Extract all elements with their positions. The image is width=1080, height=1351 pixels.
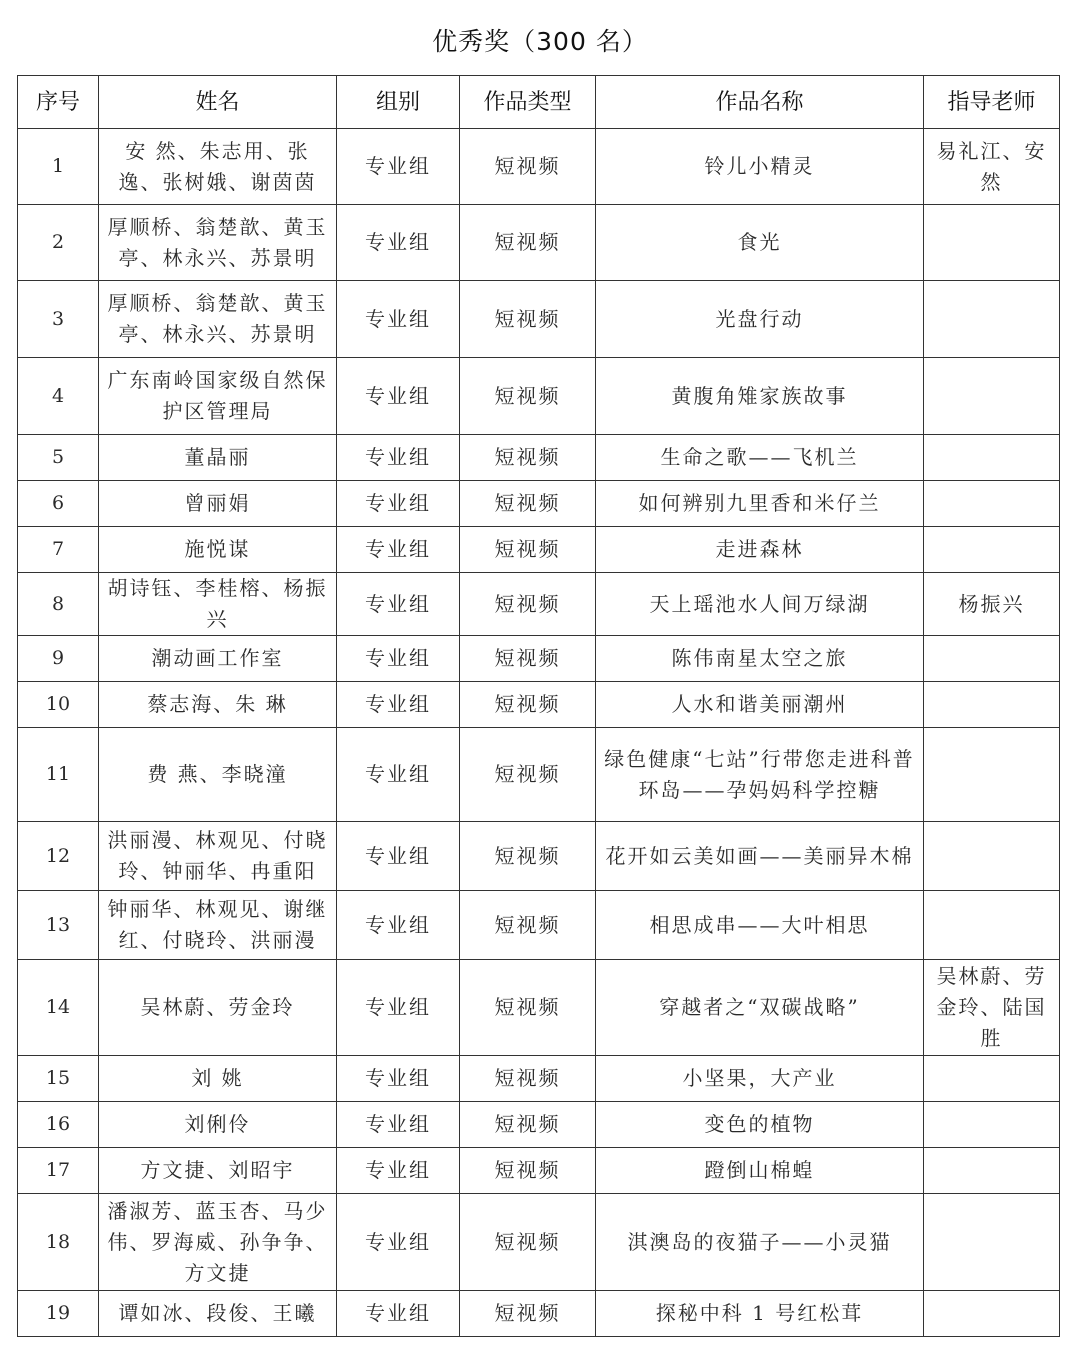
table-row bbox=[18, 281, 1060, 358]
cell-index: 15 bbox=[18, 1056, 99, 1102]
table-row bbox=[18, 891, 1060, 960]
cell-work: 生命之歌——飞机兰 bbox=[596, 435, 924, 481]
cell-group: 专业组 bbox=[337, 281, 460, 358]
cell-work: 食光 bbox=[596, 205, 924, 281]
cell-group: 专业组 bbox=[337, 728, 460, 822]
cell-type: 短视频 bbox=[460, 1056, 596, 1102]
cell-type: 短视频 bbox=[460, 682, 596, 728]
cell-name: 刘俐伶 bbox=[99, 1102, 337, 1148]
cell-teacher bbox=[924, 728, 1060, 822]
cell-teacher bbox=[924, 822, 1060, 891]
cell-teacher bbox=[924, 1291, 1060, 1337]
cell-name: 厚顺桥、翁楚歆、黄玉亭、林永兴、苏景明 bbox=[99, 281, 337, 358]
cell-name: 广东南岭国家级自然保护区管理局 bbox=[99, 358, 337, 435]
cell-name: 厚顺桥、翁楚歆、黄玉亭、林永兴、苏景明 bbox=[99, 205, 337, 281]
table-row bbox=[18, 1194, 1060, 1291]
cell-group: 专业组 bbox=[337, 1291, 460, 1337]
cell-index: 16 bbox=[18, 1102, 99, 1148]
cell-group: 专业组 bbox=[337, 205, 460, 281]
cell-group: 专业组 bbox=[337, 960, 460, 1056]
cell-group: 专业组 bbox=[337, 129, 460, 205]
header-work: 作品名称 bbox=[596, 76, 924, 129]
cell-group: 专业组 bbox=[337, 1148, 460, 1194]
table-row bbox=[18, 435, 1060, 481]
cell-name: 曾丽娟 bbox=[99, 481, 337, 527]
cell-name: 潮动画工作室 bbox=[99, 636, 337, 682]
cell-teacher bbox=[924, 1148, 1060, 1194]
cell-group: 专业组 bbox=[337, 481, 460, 527]
cell-type: 短视频 bbox=[460, 1102, 596, 1148]
cell-work: 绿色健康“七站”行带您走进科普环岛——孕妈妈科学控糖 bbox=[596, 728, 924, 822]
cell-type: 短视频 bbox=[460, 728, 596, 822]
table-row bbox=[18, 1056, 1060, 1102]
cell-work: 天上瑶池水人间万绿湖 bbox=[596, 573, 924, 636]
cell-work: 蹬倒山棉蝗 bbox=[596, 1148, 924, 1194]
cell-type: 短视频 bbox=[460, 129, 596, 205]
cell-type: 短视频 bbox=[460, 358, 596, 435]
cell-group: 专业组 bbox=[337, 573, 460, 636]
cell-group: 专业组 bbox=[337, 822, 460, 891]
table-row bbox=[18, 728, 1060, 822]
cell-name: 潘淑芳、蓝玉杏、马少伟、罗海威、孙争争、方文捷 bbox=[99, 1194, 337, 1291]
table-row bbox=[18, 1291, 1060, 1337]
awards-table bbox=[17, 75, 1060, 1337]
cell-name: 吴林蔚、劳金玲 bbox=[99, 960, 337, 1056]
cell-name: 施悦谋 bbox=[99, 527, 337, 573]
cell-index: 18 bbox=[18, 1194, 99, 1291]
cell-teacher bbox=[924, 1056, 1060, 1102]
cell-name: 胡诗钰、李桂榕、杨振兴 bbox=[99, 573, 337, 636]
cell-group: 专业组 bbox=[337, 891, 460, 960]
table-row bbox=[18, 682, 1060, 728]
cell-type: 短视频 bbox=[460, 281, 596, 358]
table-row bbox=[18, 1102, 1060, 1148]
table-row bbox=[18, 573, 1060, 636]
cell-teacher bbox=[924, 281, 1060, 358]
cell-type: 短视频 bbox=[460, 822, 596, 891]
header-type: 作品类型 bbox=[460, 76, 596, 129]
cell-type: 短视频 bbox=[460, 1291, 596, 1337]
cell-type: 短视频 bbox=[460, 481, 596, 527]
cell-index: 8 bbox=[18, 573, 99, 636]
cell-name: 刘 姚 bbox=[99, 1056, 337, 1102]
cell-index: 5 bbox=[18, 435, 99, 481]
cell-type: 短视频 bbox=[460, 960, 596, 1056]
cell-work: 小坚果，大产业 bbox=[596, 1056, 924, 1102]
cell-teacher bbox=[924, 527, 1060, 573]
table-row bbox=[18, 129, 1060, 205]
cell-work: 相思成串——大叶相思 bbox=[596, 891, 924, 960]
header-index: 序号 bbox=[18, 76, 99, 129]
table-row bbox=[18, 481, 1060, 527]
cell-index: 14 bbox=[18, 960, 99, 1056]
table-row bbox=[18, 636, 1060, 682]
cell-index: 11 bbox=[18, 728, 99, 822]
cell-teacher bbox=[924, 435, 1060, 481]
header-teacher: 指导老师 bbox=[924, 76, 1060, 129]
cell-type: 短视频 bbox=[460, 205, 596, 281]
cell-name: 洪丽漫、林观见、付晓玲、钟丽华、冉重阳 bbox=[99, 822, 337, 891]
cell-index: 2 bbox=[18, 205, 99, 281]
cell-index: 17 bbox=[18, 1148, 99, 1194]
cell-index: 13 bbox=[18, 891, 99, 960]
cell-work: 如何辨别九里香和米仔兰 bbox=[596, 481, 924, 527]
cell-teacher bbox=[924, 481, 1060, 527]
cell-teacher: 易礼江、安 然 bbox=[924, 129, 1060, 205]
cell-work: 花开如云美如画——美丽异木棉 bbox=[596, 822, 924, 891]
table-row bbox=[18, 822, 1060, 891]
cell-type: 短视频 bbox=[460, 1148, 596, 1194]
cell-type: 短视频 bbox=[460, 435, 596, 481]
table-row bbox=[18, 1148, 1060, 1194]
cell-index: 9 bbox=[18, 636, 99, 682]
cell-index: 19 bbox=[18, 1291, 99, 1337]
cell-type: 短视频 bbox=[460, 891, 596, 960]
table-row bbox=[18, 205, 1060, 281]
page-title: 优秀奖（300 名） bbox=[432, 27, 648, 56]
cell-name: 钟丽华、林观见、谢继红、付晓玲、洪丽漫 bbox=[99, 891, 337, 960]
cell-name: 费 燕、李晓潼 bbox=[99, 728, 337, 822]
cell-work: 走进森林 bbox=[596, 527, 924, 573]
cell-work: 人水和谐美丽潮州 bbox=[596, 682, 924, 728]
cell-teacher bbox=[924, 358, 1060, 435]
cell-index: 6 bbox=[18, 481, 99, 527]
cell-teacher bbox=[924, 636, 1060, 682]
cell-work: 淇澳岛的夜猫子——小灵猫 bbox=[596, 1194, 924, 1291]
cell-group: 专业组 bbox=[337, 358, 460, 435]
cell-name: 蔡志海、朱 琳 bbox=[99, 682, 337, 728]
cell-work: 穿越者之“双碳战略” bbox=[596, 960, 924, 1056]
cell-group: 专业组 bbox=[337, 636, 460, 682]
cell-teacher: 吴林蔚、劳金玲、陆国胜 bbox=[924, 960, 1060, 1056]
cell-name: 方文捷、刘昭宇 bbox=[99, 1148, 337, 1194]
cell-index: 4 bbox=[18, 358, 99, 435]
cell-work: 黄腹角雉家族故事 bbox=[596, 358, 924, 435]
cell-group: 专业组 bbox=[337, 682, 460, 728]
cell-group: 专业组 bbox=[337, 1194, 460, 1291]
cell-name: 谭如冰、段俊、王曦 bbox=[99, 1291, 337, 1337]
cell-work: 变色的植物 bbox=[596, 1102, 924, 1148]
cell-teacher bbox=[924, 205, 1060, 281]
cell-index: 7 bbox=[18, 527, 99, 573]
header-group: 组别 bbox=[337, 76, 460, 129]
cell-group: 专业组 bbox=[337, 527, 460, 573]
cell-index: 1 bbox=[18, 129, 99, 205]
header-name: 姓名 bbox=[99, 76, 337, 129]
header-row bbox=[18, 76, 1060, 129]
cell-index: 3 bbox=[18, 281, 99, 358]
cell-index: 10 bbox=[18, 682, 99, 728]
table-row bbox=[18, 527, 1060, 573]
cell-teacher bbox=[924, 1102, 1060, 1148]
cell-work: 光盘行动 bbox=[596, 281, 924, 358]
cell-type: 短视频 bbox=[460, 573, 596, 636]
cell-type: 短视频 bbox=[460, 636, 596, 682]
cell-work: 探秘中科 1 号红松茸 bbox=[596, 1291, 924, 1337]
cell-group: 专业组 bbox=[337, 435, 460, 481]
cell-work: 铃儿小精灵 bbox=[596, 129, 924, 205]
table-row bbox=[18, 960, 1060, 1056]
cell-work: 陈伟南星太空之旅 bbox=[596, 636, 924, 682]
cell-type: 短视频 bbox=[460, 527, 596, 573]
cell-type: 短视频 bbox=[460, 1194, 596, 1291]
table-row bbox=[18, 358, 1060, 435]
cell-teacher bbox=[924, 1194, 1060, 1291]
cell-teacher: 杨振兴 bbox=[924, 573, 1060, 636]
cell-name: 安 然、朱志用、张逸、张树娥、谢茵茵 bbox=[99, 129, 337, 205]
cell-teacher bbox=[924, 891, 1060, 960]
cell-teacher bbox=[924, 682, 1060, 728]
cell-group: 专业组 bbox=[337, 1056, 460, 1102]
cell-index: 12 bbox=[18, 822, 99, 891]
cell-group: 专业组 bbox=[337, 1102, 460, 1148]
cell-name: 董晶丽 bbox=[99, 435, 337, 481]
